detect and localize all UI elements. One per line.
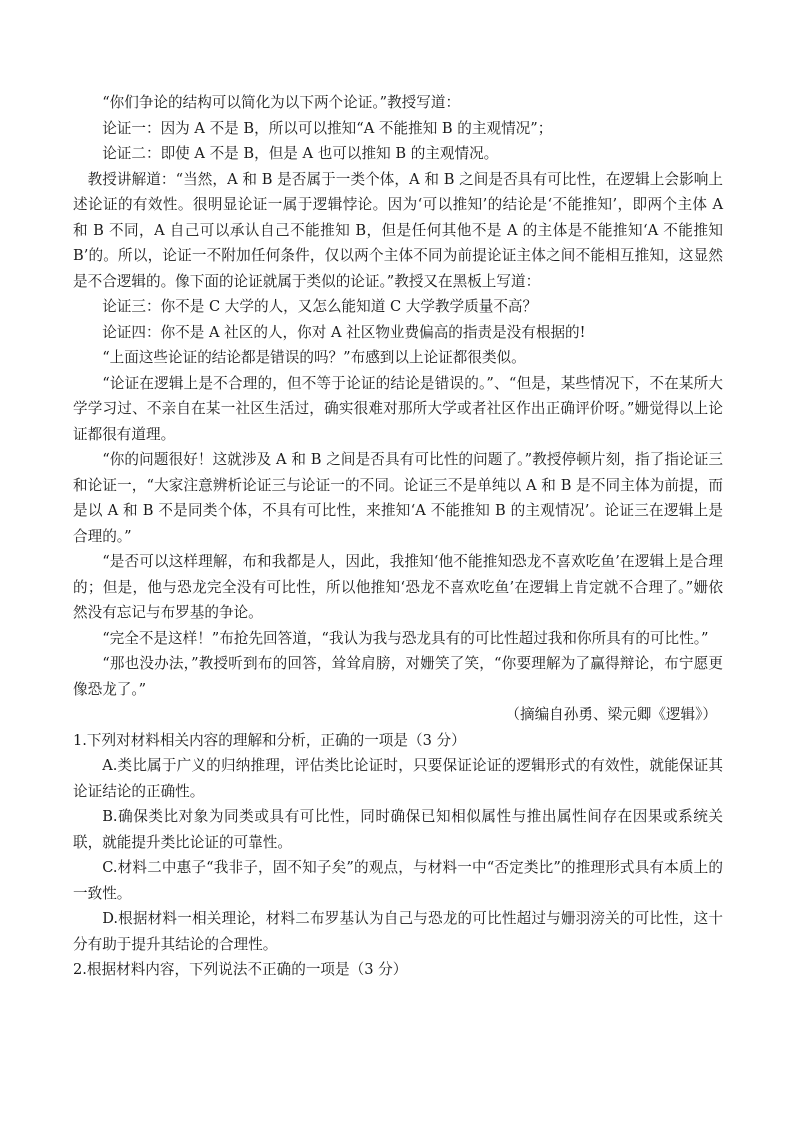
paragraph: 论证四：你不是 A 社区的人，你对 A 社区物业费偏高的指责是没有根据的! [102,323,586,341]
source-citation: （摘编自孙勇、梁元卿《逻辑》） [505,706,717,723]
question-1-option-a: A.类比属于广义的归纳推理，评估类比论证时，只要保证论证的逻辑形式的有效性，就能保证其论证结论的正确性。 [73,757,723,800]
paragraph: “那也没办法，”教授听到布的回答，耸耸肩膀，对姗笑了笑，“你要理解为了赢得辩论，布宁愿更像恐龙了。” [73,655,723,698]
paragraph: “你们争论的结构可以简化为以下两个论证。”教授写道： [102,94,461,111]
paragraph: “你的问题很好！这就涉及 A 和 B 之间是否具有可比性的问题了。”教授停顿片刻，指了指论证三和论证一，“大家注意辨析论证三与论证一的不同。论证三不是单纯以 A 和 B 是不同主体为前提，而是以 A 和 B 不是同类个体，不具有可比性，来推知‘A 不能推知 B 的主观情况’。论证三在逻辑上是合理的。” [73,451,723,545]
paragraph: “完全不是这样！”布抢先回答道，“我认为我与恐龙具有的可比性超过我和你所具有的可比性。” [102,629,709,647]
paragraph: 论证三：你不是 C 大学的人，又怎么能知道 C 大学教学质量不高？ [102,298,538,315]
paragraph: 论证二：即使 A 不是 B，但是 A 也可以推知 B 的主观情况。 [102,145,499,162]
question-1-option-b: B.确保类比对象为同类或具有可比性，同时确保已知相似属性与推出属性间存在因果或系统关联，就能提升类比论证的可靠性。 [73,808,723,851]
paragraph: “上面这些论证的结论都是错误的吗？”布感到以上论证都很类似。 [102,349,526,366]
question-1-stem: 1.下列对材料相关内容的理解和分析，正确的一项是（3 分） [73,731,466,749]
question-1-option-d: D.根据材料一相关理论，材料二布罗基认为自己与恐龙的可比性超过与姗羽滂关的可比性，这十分有助于提升其结论的合理性。 [73,910,723,953]
question-1-option-c: C.材料二中惠子“我非子，固不知子矣”的观点，与材料一中“否定类比”的推理形式具有本质上的一致性。 [73,859,723,902]
paragraph: “论证在逻辑上是不合理的，但不等于论证的结论是错误的。”、“但是，某些情况下，不在某所大学学习过、不亲自在某一社区生活过，确实很难对那所大学或者社区作出正确评价呀。”姗觉得以上论证都很有道理。 [73,374,723,443]
paragraph: 教授讲解道：“当然，A 和 B 是否属于一类个体，A 和 B 之间是否具有可比性，在逻辑上会影响上述论证的有效性。很明显论证一属于逻辑悖论。因为‘可以推知’的结论是‘不能推知’，即两个主体 A 和 B 不同，A 自己可以承认自己不能推知 B，但是任何其他不是 A 的主体是不能推知‘A 不能推知 B’的。所以，论证一不附加任何条件，仅以两个主体不同为前提论证主体之间不能相互推知，这显然是不合逻辑的。像下面的论证就属于类似的论证。”教授又在黑板上写道： [73,170,723,290]
paragraph: 论证一：因为 A 不是 B，所以可以推知“A 不能推知 B 的主观情况”； [102,119,553,137]
question-2-stem: 2.根据材料内容，下列说法不正确的一项是（3 分） [73,961,408,978]
document-page [73,90,723,983]
paragraph: “是否可以这样理解，布和我都是人，因此，我推知‘他不能推知恐龙不喜欢吃鱼’在逻辑上是合理的；但是，他与恐龙完全没有可比性，所以他推知‘恐龙不喜欢吃鱼’在逻辑上肯定就不合理了。”姗依然没有忘记与布罗基的争论。 [73,553,723,621]
